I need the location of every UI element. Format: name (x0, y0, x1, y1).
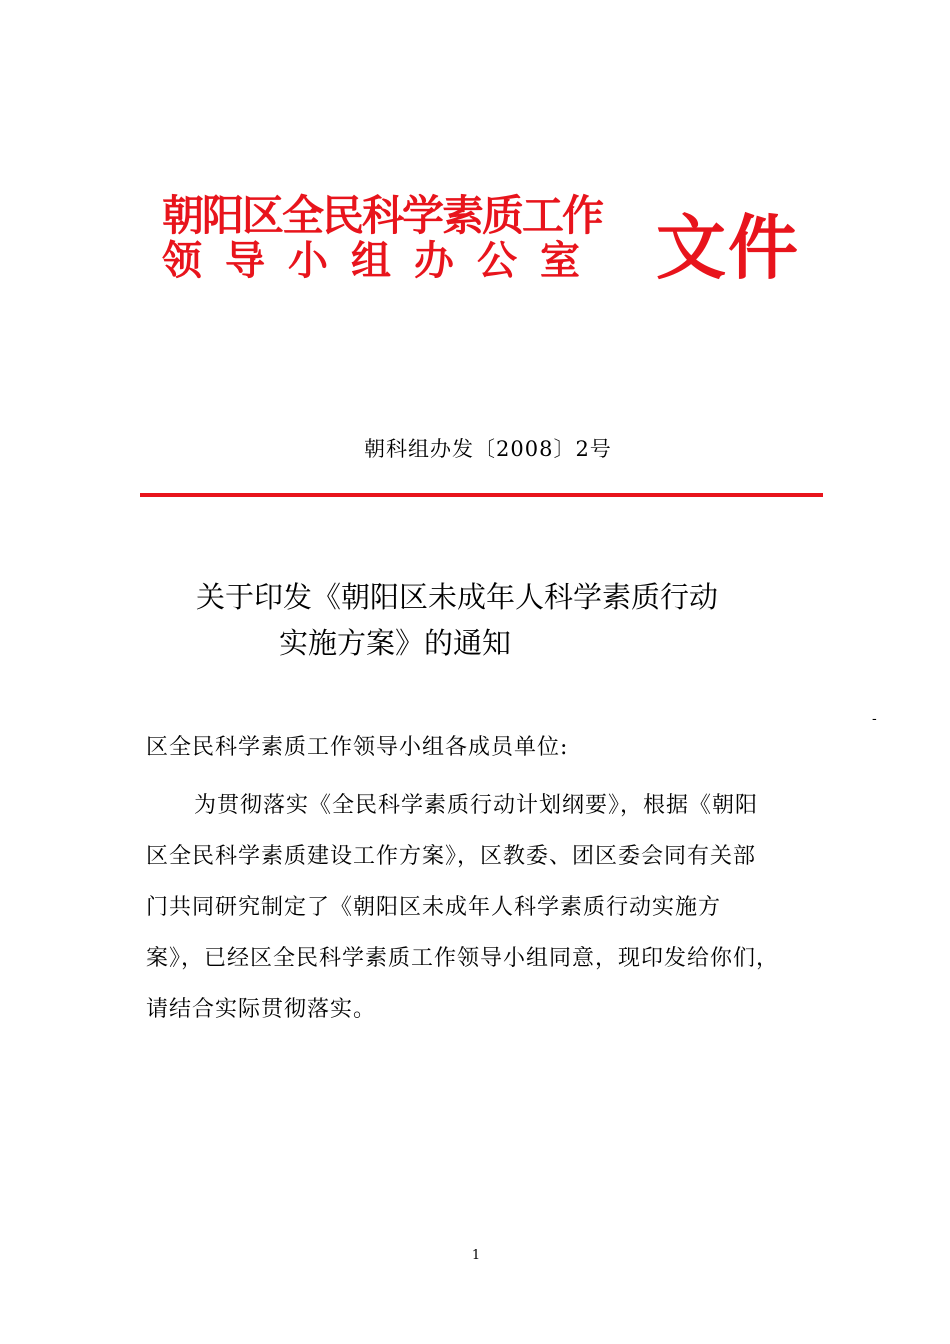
body-line: 请结合实际贯彻落实。 (146, 997, 377, 1022)
document-title-line-1: 关于印发《朝阳区未成年人科学素质行动 (195, 580, 718, 614)
body-line: 为贯彻落实《全民科学素质行动计划纲要》，根据《朝阳 (194, 793, 759, 818)
issuing-office-name-line-1: 朝阳区全民科学素质工作 (162, 191, 603, 240)
body-line: 门共同研究制定了《朝阳区未成年人科学素质行动实施方 (146, 895, 722, 920)
addressee-line: 区全民科学素质工作领导小组各成员单位: (146, 735, 569, 760)
document-title (120, 574, 830, 666)
document-title-line-2: 实施方案》的通知 (278, 626, 511, 660)
document-type-label: 文件 (656, 206, 800, 289)
document-number: 朝科组办发〔2008〕2号 (364, 437, 612, 461)
letterhead (162, 192, 802, 302)
body-line: 区全民科学素质建设工作方案》，区教委、团区委会同有关部 (146, 844, 757, 869)
body-line: 案》，已经区全民科学素质工作领导小组同意，现印发给你们， (146, 946, 780, 971)
red-divider-line (140, 493, 823, 497)
stray-mark: - (872, 711, 877, 727)
body-paragraph (146, 780, 808, 1035)
page-number: 1 (471, 1248, 481, 1263)
issuing-office-name-line-2: 领导小组办公室 (162, 237, 603, 284)
